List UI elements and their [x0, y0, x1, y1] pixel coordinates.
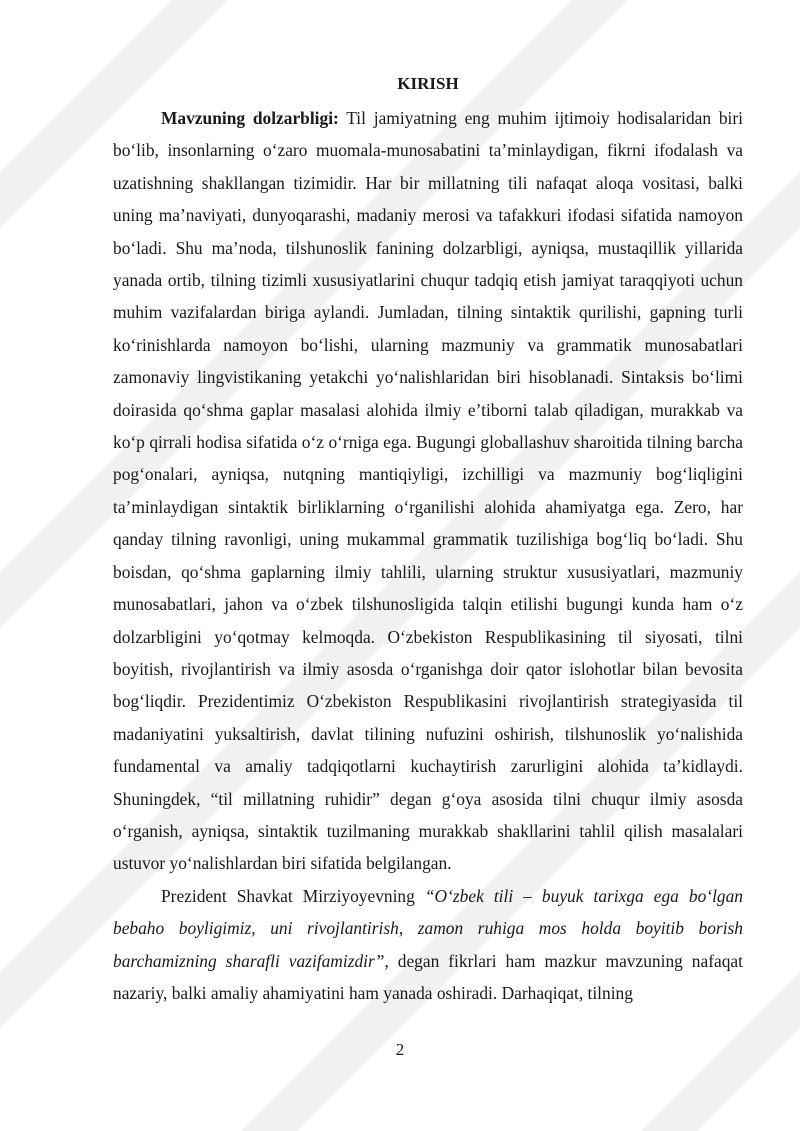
- page-number: 2: [395, 1040, 405, 1059]
- president-quote: “O‘zbek tili – buyuk tarixga ega bo‘lgan bebaho boyligimiz, uni rivojlantirish, zamon ruhiga mos holda boyitib borish barchamizning sharafli vazifamizdir”: [113, 885, 743, 971]
- paragraph-president-quote: [113, 880, 743, 1010]
- section-heading: KIRISH: [397, 74, 459, 93]
- paragraph-text: Til jamiyatning eng muhim ijtimoiy hodisalaridan biri bo‘lib, insonlarning o‘zaro muomala-munosabatini ta’minlaydigan, fikrni ifodalash va uzatishning shakllangan tizimidir. Har bir millatning tili nafaqat aloqa vositasi, balki uning ma’naviyati, dunyoqarashi, madaniy merosi va tafakkuri ifodasi sifatida namoyon bo‘ladi. Shu ma’noda, tilshunoslik fanining dolzarbligi, ayniqsa, mustaqillik yillarida yanada ortib, tilning tizimli xususiyatlarini chuqur tadqiq etish jamiyat taraqqiyoti uchun muhim vazifalardan biriga aylandi. Jumladan, tilning sintaktik qurilishi, gapning turli ko‘rinishlarda namoyon bo‘lishi, ularning mazmuniy va grammatik munosabatlari zamonaviy lingvistikaning yetakchi yo‘nalishlaridan biri hisoblanadi. Sintaksis bo‘limi doirasida qo‘shma gaplar masalasi alohida ilmiy e’tiborni talab qiladigan, murakkab va ko‘p qirrali hodisa sifatida o‘z o‘rniga ega. Bugungi globallashuv sharoitida tilning barcha pog‘onalari, ayniqsa, nutqning mantiqiyligi, izchilligi va mazmuniy bog‘liqligini ta’minlaydigan sintaktik birliklarning o‘rganilishi alohida ahamiyatga ega. Zero, har qanday tilning ravonligi, uning mukammal grammatik tuzilishiga bog‘liq bo‘ladi. Shu boisdan, qo‘shma gaplarning ilmiy tahlili, ularning struktur xususiyatlari, mazmuniy munosabatlari, jahon va o‘zbek tilshunosligida talqin etilishi bugungi kunda ham o‘z dolzarbligini yo‘qotmay kelmoqda. O‘zbekiston Respublikasining til siyosati, tilni boyitish, rivojlantirish va ilmiy asosda o‘rganishga doir qator islohotlar bilan bevosita bog‘liqdir. Prezidentimiz O‘zbekiston Respublikasini rivojlantirish strategiyasida til madaniyatini yuksaltirish, davlat tilining nufuzini oshirish, tilshunoslik yo‘nalishida fundamental va amaliy tadqiqotlarni kuchaytirish zarurligini alohida ta’kidlaydi. Shuningdek, “til millatning ruhidir” degan g‘oya asosida tilni chuqur ilmiy asosda o‘rganish, ayniqsa, sintaktik tuzilmaning murakkab shakllarini tahlil qilish masalalari ustuvor yo‘nalishlardan biri sifatida belgilangan.: [113, 108, 743, 874]
- quote-continuation: , degan fikrlari ham mazkur mavzuning nafaqat nazariy, balki amaliy ahamiyatini ham yanada oshiradi. Darhaqiqat, tilning: [113, 950, 743, 1003]
- quote-intro: Prezident Shavkat Mirziyoyevning: [161, 885, 425, 906]
- paragraph-lead: Mavzuning dolzarbligi:: [161, 108, 339, 128]
- document-page: [113, 72, 743, 1009]
- paragraph-relevance: [113, 102, 743, 880]
